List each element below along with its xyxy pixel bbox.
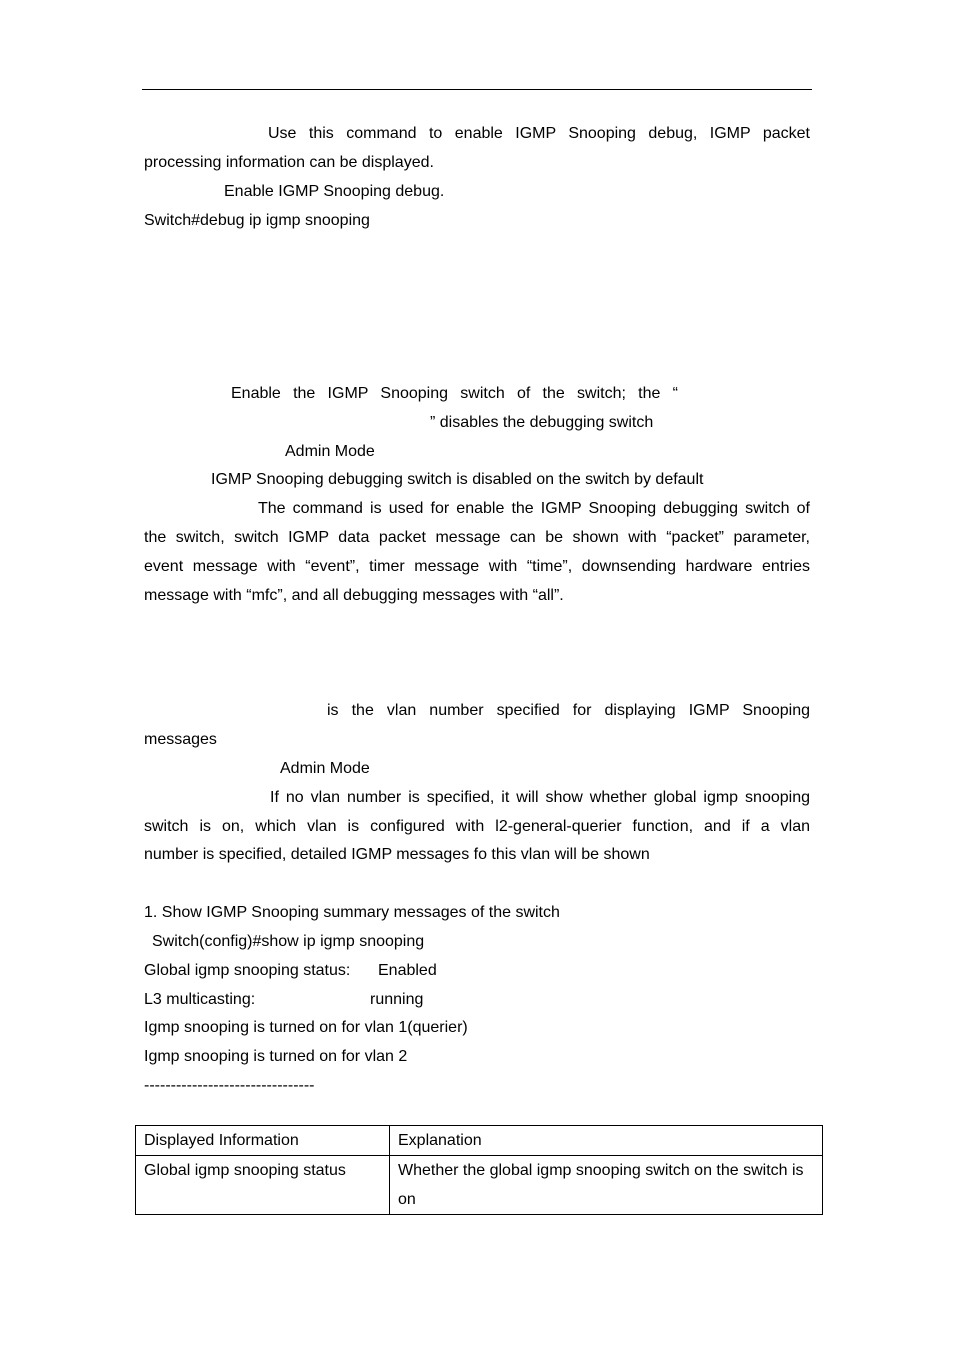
usage-line-4: message with “mfc”, and all debugging messages with “all”. (144, 587, 564, 604)
function-line-1: Enable the IGMP Snooping switch of the switch; the “ (231, 385, 678, 402)
usage-line-3: event message with “event”, timer message with “time”, downsending hardware entries (144, 558, 810, 575)
usage-line-1: If no vlan number is specified, it will show whether global igmp snooping (270, 789, 810, 806)
table-row (136, 1156, 823, 1215)
description-line-2: processing information can be displayed. (144, 154, 434, 171)
command-mode: Admin Mode (280, 760, 370, 777)
table-cell: Global igmp snooping status (136, 1156, 390, 1215)
default-setting: IGMP Snooping debugging switch is disabled on the switch by default (211, 471, 704, 488)
example-title: 1. Show IGMP Snooping summary messages of the switch (144, 904, 560, 921)
l3-multicasting-value: running (370, 991, 424, 1008)
function-line-2: ” disables the debugging switch (430, 414, 654, 431)
l3-multicasting-label: L3 multicasting: (144, 991, 256, 1008)
explanation-table (135, 1125, 823, 1215)
description-line-1: Use this command to enable IGMP Snooping debug, IGMP packet (268, 125, 810, 142)
status-label: Global igmp snooping status: (144, 962, 351, 979)
example-command: Switch#debug ip igmp snooping (144, 212, 370, 229)
table-header-row (136, 1126, 823, 1156)
table-header-cell: Explanation (390, 1126, 823, 1156)
usage-line-2: the switch, switch IGMP data packet message can be shown with “packet” parameter, (144, 529, 810, 546)
usage-line-2: switch is on, which vlan is configured with l2-general-querier function, and if a vlan (144, 818, 810, 835)
command-mode: Admin Mode (285, 443, 375, 460)
usage-line-3: number is specified, detailed IGMP messages fo this vlan will be shown (144, 846, 650, 863)
example-command: Switch(config)#show ip igmp snooping (152, 933, 425, 950)
table-cell: Whether the global igmp snooping switch on the switch is on (390, 1156, 823, 1215)
usage-line-1: The command is used for enable the IGMP Snooping debugging switch of (258, 500, 810, 517)
parameter-line-2: messages (144, 731, 217, 748)
separator-line: -------------------------------- (144, 1077, 315, 1094)
table-header-cell: Displayed Information (136, 1126, 390, 1156)
parameter-line-1: is the vlan number specified for displaying IGMP Snooping (327, 702, 810, 719)
status-value: Enabled (378, 962, 437, 979)
vlan-2-status: Igmp snooping is turned on for vlan 2 (144, 1048, 408, 1065)
vlan-1-status: Igmp snooping is turned on for vlan 1(querier) (144, 1019, 468, 1036)
header-rule (142, 89, 812, 90)
example-description: Enable IGMP Snooping debug. (224, 183, 445, 200)
